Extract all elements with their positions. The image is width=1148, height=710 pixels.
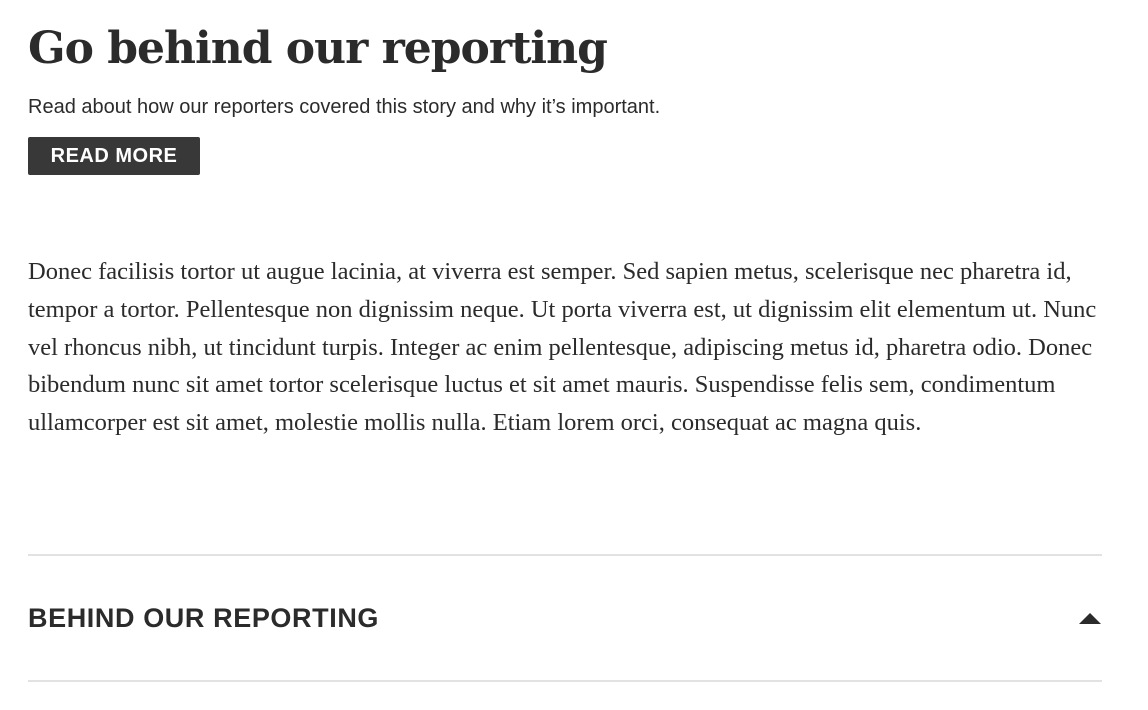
accordion-behind-our-reporting[interactable]	[28, 556, 1102, 680]
accordion-title: BEHIND OUR REPORTING	[28, 602, 380, 633]
article-paragraph: Donec facilisis tortor ut augue lacinia, at viverra est semper. Sed sapien metus, scelerisque nec pharetra id, tempor a tortor. Pellentesque non dignissim neque. Ut porta viverra est, ut dignissim elit elementum ut. Nunc vel rhoncus nibh, ut tincidunt turpis. Integer ac enim pellentesque, adipiscing metus id, pharetra odio. Donec bibendum nunc sit amet tortor scelerisque luctus et sit amet mauris. Suspendisse felis sem, condimentum ullamcorper est sit amet, molestie mollis nulla. Etiam lorem orci, consequat ac magna quis.	[28, 258, 1097, 437]
page-content	[28, 0, 1102, 633]
promo-title: Go behind our reporting	[28, 23, 607, 74]
caret-up-icon[interactable]	[1079, 613, 1101, 624]
promo-subtitle: Read about how our reporters covered this story and why it’s important.	[28, 96, 661, 118]
divider-bottom	[28, 680, 1102, 682]
read-more-button[interactable]: READ MORE	[28, 137, 200, 175]
